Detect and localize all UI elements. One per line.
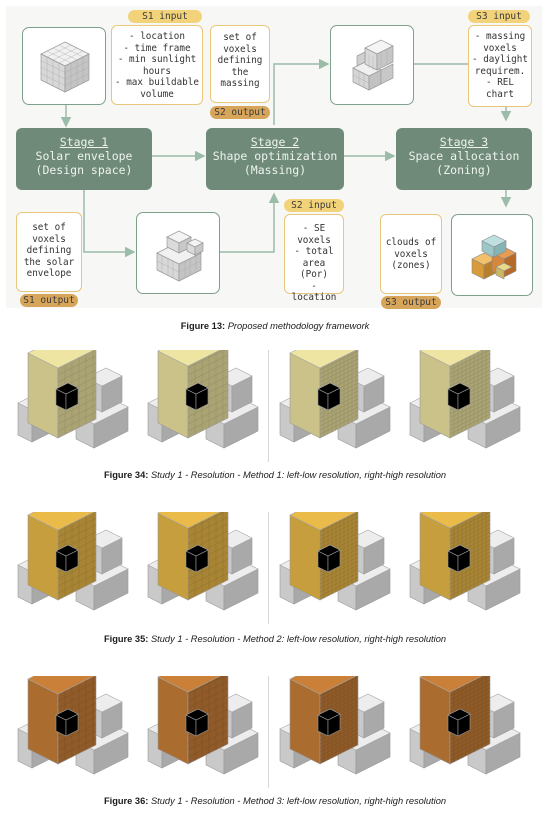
voxel-cube-icon (23, 28, 107, 106)
figure-35-caption (0, 634, 550, 644)
note-line: defining (217, 55, 263, 66)
note-line: the solar (23, 256, 75, 268)
note-line: clouds of (385, 237, 437, 248)
note-line: chart (486, 88, 514, 100)
note-line: - location (291, 280, 337, 303)
s2-input-tag: S2 input (284, 199, 344, 212)
figure-13-label: Figure 13: (180, 321, 226, 331)
s3-input-tag: S3 input (468, 10, 530, 23)
figure-35-renders (10, 512, 540, 624)
figure-36-text: Study 1 - Resolution - Method 3: left-low resolution, right-high resolution (150, 796, 447, 806)
voxel-envelope-box (136, 212, 220, 294)
s2-input-note (284, 214, 344, 303)
stage-3-title: Stage 3 (439, 135, 489, 149)
note-line: requirem. (474, 65, 526, 77)
stage-1-line2: (Design space) (35, 163, 133, 177)
note-line: - SE (302, 223, 326, 234)
note-line: voxels (223, 43, 257, 55)
note-line: defining (26, 245, 72, 256)
resolution-divider (268, 350, 269, 462)
s2-output-note (210, 25, 270, 103)
figure-36-caption (0, 796, 550, 806)
voxel-massing-icon (331, 26, 415, 106)
figure-34-label: Figure 34: (103, 470, 149, 480)
note-line: voxels (297, 234, 331, 246)
s3-input-note (468, 25, 532, 107)
voxel-cube-box (22, 27, 106, 105)
s3-output-tag: S3 output (381, 296, 441, 309)
stage-3-line2: (Zoning) (436, 163, 492, 177)
note-line: massing (220, 78, 260, 89)
note-line: - total (294, 246, 334, 257)
s1-input-tag: S1 input (128, 10, 202, 23)
note-line: volume (140, 88, 174, 100)
arrow-envelope-to-stage2 (218, 194, 274, 252)
arrow-stage2-to-massing (274, 64, 328, 125)
s2-output-tag: S2 output (210, 106, 270, 119)
voxel-zones-box (451, 214, 533, 296)
note-line: set of (32, 222, 66, 233)
voxel-massing-box (330, 25, 414, 105)
figure-34-text: Study 1 - Resolution - Method 1: left-low resolution, right-high resolution (150, 470, 447, 480)
stage-2-box (206, 128, 344, 190)
s3-output-note (380, 214, 442, 294)
figure-35-text: Study 1 - Resolution - Method 2: left-low resolution, right-high resolution (150, 634, 447, 644)
figure-35-label: Figure 35: (103, 634, 149, 644)
note-line: voxels (483, 42, 517, 54)
note-line: voxels (394, 248, 428, 260)
resolution-divider (268, 512, 269, 624)
stage-3-line1: Space allocation (408, 149, 520, 163)
arrow-stage1-to-envelope (84, 189, 134, 252)
resolution-divider (268, 676, 269, 788)
note-line: the (231, 66, 249, 78)
stage-2-line1: Shape optimization (212, 149, 338, 163)
method2-render-svg (10, 512, 540, 624)
voxel-envelope-icon (137, 213, 221, 295)
stage-1-box (16, 128, 152, 190)
note-line: - massing (474, 31, 526, 42)
figure-36-renders (10, 676, 540, 788)
note-line: area (Por) (300, 257, 328, 280)
s1-output-tag: S1 output (20, 294, 78, 307)
figure-13-caption (0, 321, 550, 331)
s1-input-note (111, 25, 203, 105)
note-line: - REL (486, 77, 514, 88)
note-line: (zones) (391, 260, 431, 271)
method3-render-svg (10, 676, 540, 788)
stage-1-line1: Solar envelope (35, 149, 133, 163)
voxel-zones-icon (452, 215, 534, 297)
note-line: set of (223, 32, 257, 43)
method1-render-svg (10, 350, 540, 462)
note-line: envelope (26, 268, 72, 279)
note-line: - max buildable (115, 77, 199, 88)
stage-3-box (396, 128, 532, 190)
note-line: - location (129, 31, 185, 42)
note-line: hours (143, 65, 171, 77)
note-line: - min sunlight (117, 54, 197, 65)
figure-36-label: Figure 36: (103, 796, 149, 806)
note-line: - daylight (472, 54, 528, 65)
stage-2-title: Stage 2 (250, 135, 300, 149)
stage-2-line2: (Massing) (243, 163, 307, 177)
note-line: - time frame (123, 42, 191, 54)
figure-34-caption (0, 470, 550, 480)
s1-output-note (16, 212, 82, 292)
note-line: voxels (32, 233, 66, 245)
framework-diagram (6, 6, 542, 308)
figure-34-renders (10, 350, 540, 462)
figure-13-text: Proposed methodology framework (227, 321, 370, 331)
stage-1-title: Stage 1 (59, 135, 109, 149)
